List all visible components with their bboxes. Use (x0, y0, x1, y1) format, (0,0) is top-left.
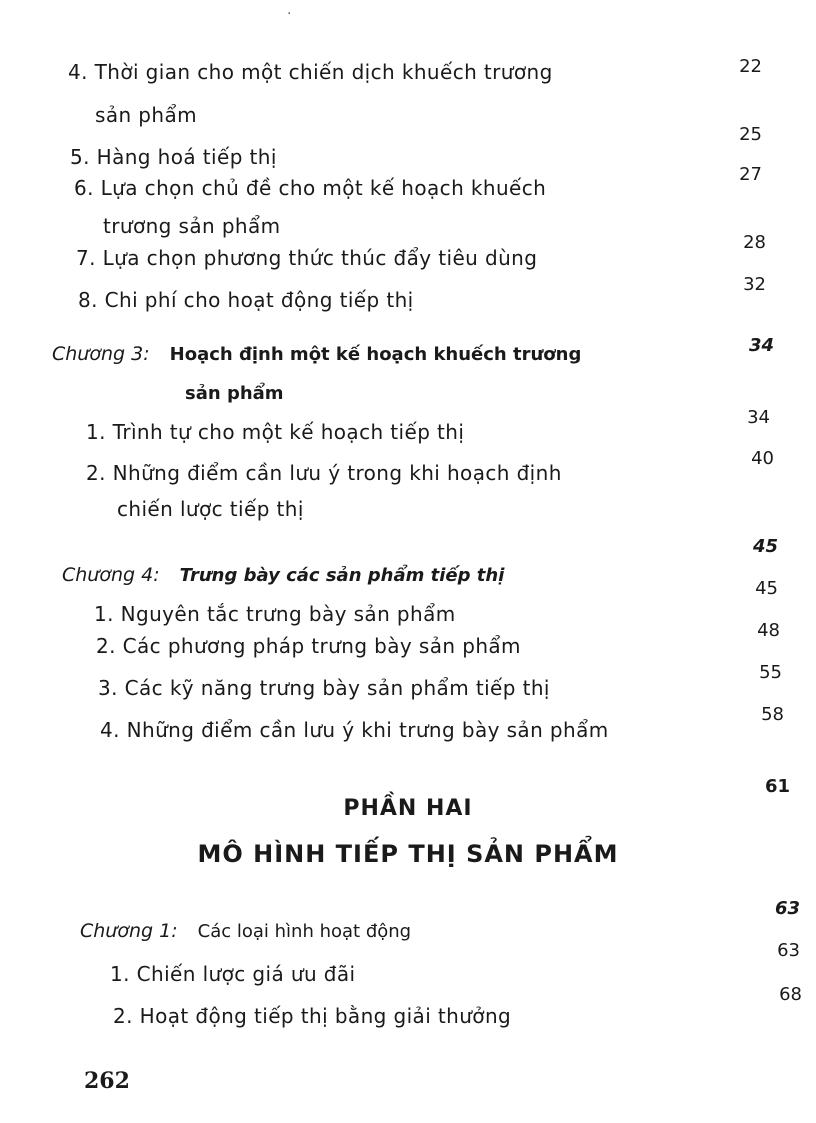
page-number: 32 (743, 274, 766, 295)
part-title: MÔ HÌNH TIẾP THỊ SẢN PHẨM (197, 840, 619, 868)
toc-entry: 2. Hoạt động tiếp thị bằng giải thưởng (113, 1004, 512, 1028)
chapter-label: Chương 3: (52, 343, 150, 365)
page-number: 45 (755, 578, 778, 599)
page-speck: · (287, 6, 292, 22)
toc-entry: 7. Lựa chọn phương thức thúc đẩy tiêu dùng (76, 246, 538, 270)
page-number: 48 (757, 620, 780, 641)
toc-entry: 1. Nguyên tắc trưng bày sản phẩm (94, 602, 456, 626)
folio-page-number: 262 (84, 1068, 130, 1094)
toc-entry: 4. Những điểm cần lưu ý khi trưng bày sản phẩm (100, 718, 609, 742)
chapter-heading (80, 920, 411, 942)
toc-entry: 3. Các kỹ năng trưng bày sản phẩm tiếp thị (98, 676, 550, 700)
page-number: 40 (751, 448, 774, 469)
chapter-heading (62, 564, 504, 586)
page-number: 22 (739, 56, 762, 77)
toc-entry: 4. Thời gian cho một chiến dịch khuếch trương (68, 60, 553, 84)
page-number: 34 (747, 407, 770, 428)
chapter-title: Các loại hình hoạt động (197, 921, 412, 942)
toc-entry: 1. Trình tự cho một kế hoạch tiếp thị (86, 420, 465, 444)
chapter-page-number: 45 (752, 536, 778, 557)
toc-entry-cont: trương sản phẩm (103, 214, 281, 238)
toc-entry-cont: chiến lược tiếp thị (117, 497, 304, 521)
part-page-number: 61 (764, 776, 790, 797)
chapter-page-number: 34 (748, 335, 774, 356)
page-number: 63 (777, 940, 800, 961)
page-number: 27 (739, 164, 762, 185)
chapter-page-number: 63 (774, 898, 800, 919)
chapter-heading (52, 343, 581, 365)
toc-entry: 2. Những điểm cần lưu ý trong khi hoạch định (86, 461, 562, 485)
chapter-title: Hoạch định một kế hoạch khuếch trương (169, 344, 582, 365)
chapter-title-cont-text: sản phẩm (185, 383, 284, 404)
part-label: PHẦN HAI (343, 796, 473, 821)
toc-entry: 8. Chi phí cho hoạt động tiếp thị (78, 288, 414, 312)
chapter-label: Chương 1: (80, 920, 178, 942)
toc-entry-cont: sản phẩm (95, 103, 198, 127)
chapter-title: Trưng bày các sản phẩm tiếp thị (179, 565, 505, 586)
page-number: 55 (759, 662, 782, 683)
chapter-label: Chương 4: (62, 564, 160, 586)
toc-entry: 6. Lựa chọn chủ đề cho một kế hoạch khuếch (74, 176, 547, 200)
chapter-title-cont (185, 382, 284, 404)
page-number: 28 (743, 232, 766, 253)
toc-entry: 5. Hàng hoá tiếp thị (70, 145, 277, 169)
page-number: 25 (739, 124, 762, 145)
toc-entry: 1. Chiến lược giá ưu đãi (110, 962, 356, 986)
toc-entry: 2. Các phương pháp trưng bày sản phẩm (96, 634, 521, 658)
page-number: 58 (761, 704, 784, 725)
page-number: 68 (779, 984, 802, 1005)
